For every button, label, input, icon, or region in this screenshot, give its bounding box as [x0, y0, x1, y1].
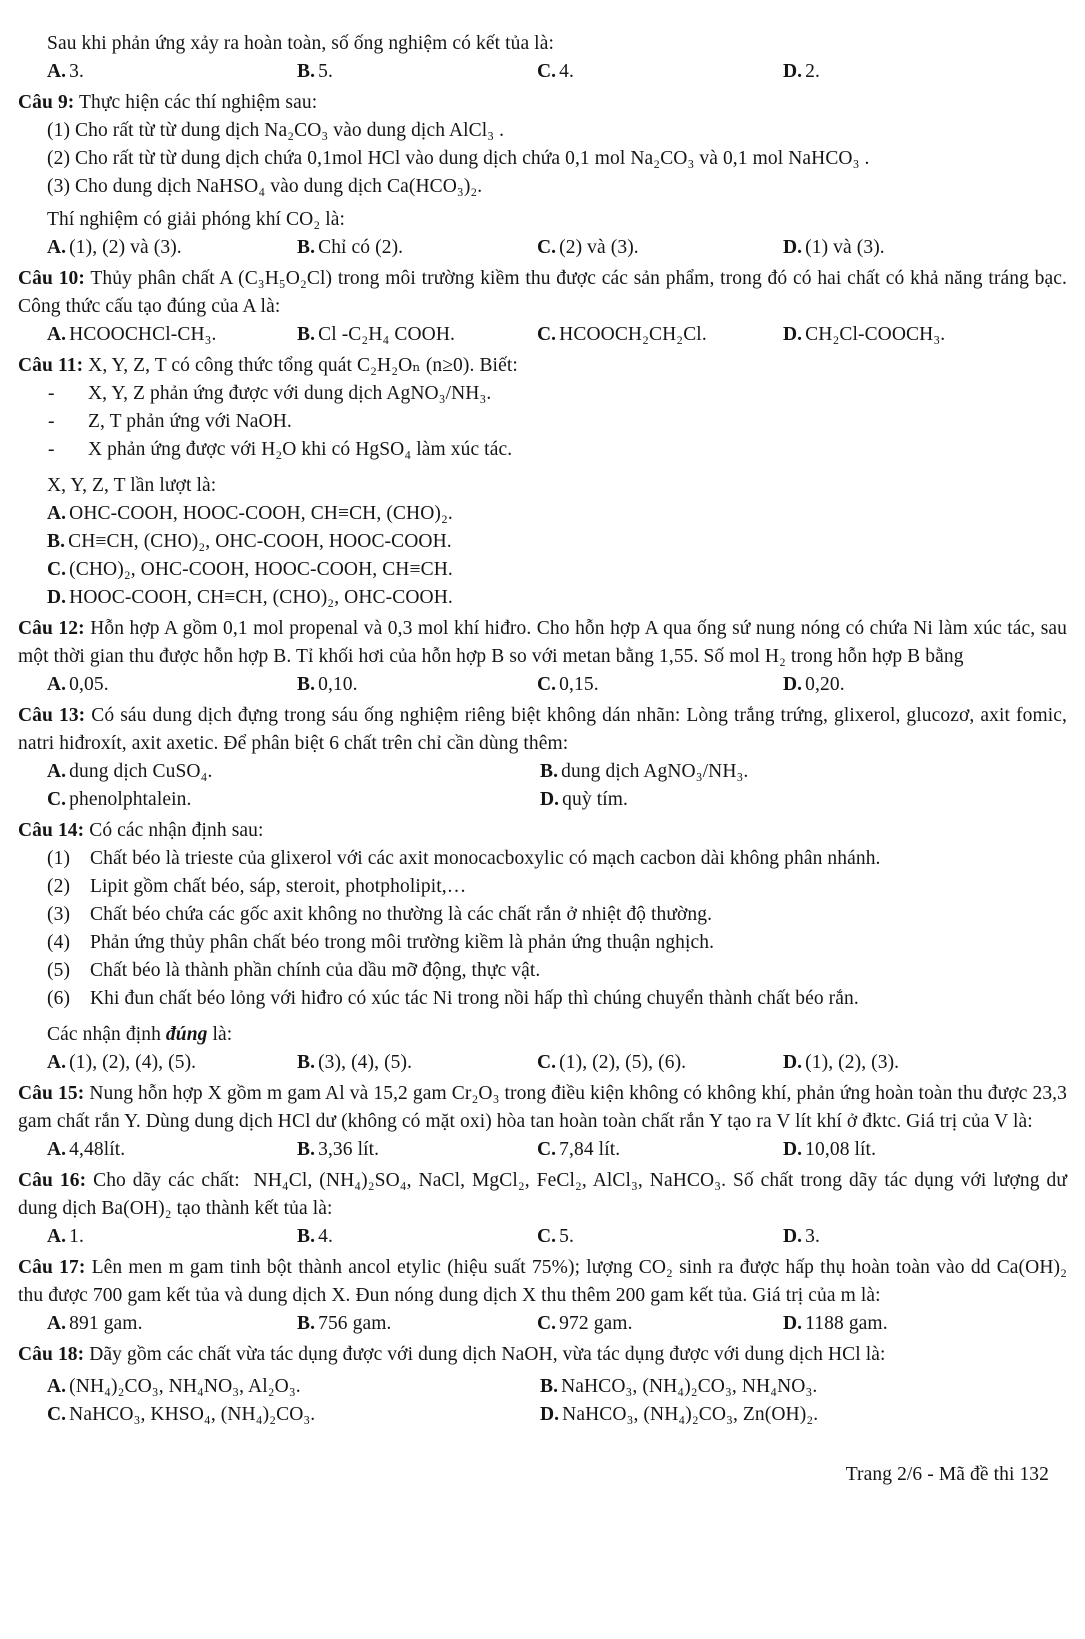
option-text: 3.	[69, 61, 84, 82]
option-text: phenolphtalein.	[69, 789, 192, 810]
option-c	[537, 1049, 783, 1077]
option-letter: D.	[783, 1052, 803, 1073]
option-text: (1) và (3).	[805, 237, 885, 258]
option-d	[783, 671, 1067, 699]
option-text: (CHO)₂, OHC-COOH, HOOC-COOH, CH≡CH.	[69, 559, 453, 580]
option-text: HOOC-COOH, CH≡CH, (CHO)₂, OHC-COOH.	[69, 587, 453, 608]
question-text: X, Y, Z, T có công thức tổng quát C₂H₂Oₙ (n≥0). Biết:	[83, 355, 518, 376]
option-letter: A.	[47, 1139, 67, 1160]
option-letter: D.	[783, 1226, 803, 1247]
question-label: Câu 17:	[18, 1257, 86, 1278]
option-text: OHC-COOH, HOOC-COOH, CH≡CH, (CHO)₂.	[69, 503, 453, 524]
question-label: Câu 15:	[18, 1083, 85, 1104]
option-text: 0,15.	[559, 674, 599, 695]
option-letter: C.	[47, 559, 67, 580]
option-text: 4,48lít.	[69, 1139, 126, 1160]
option-a	[47, 758, 540, 786]
option-b	[297, 671, 537, 699]
statement-text: Khi đun chất béo lỏng với hiđro có xúc tác Ni trong nồi hấp thì chúng chuyển thành chất béo rắn.	[90, 988, 859, 1009]
question-13	[18, 702, 1067, 814]
option-d	[783, 1049, 1067, 1077]
option-d	[540, 786, 1067, 814]
option-letter: D.	[783, 1313, 803, 1334]
statement-item	[47, 929, 1067, 957]
option-b	[297, 234, 537, 262]
question-stem	[18, 89, 1067, 117]
option-text: 5.	[318, 61, 333, 82]
option-text: HCOOCHCl-CH₃.	[69, 324, 217, 345]
option-text: dung dịch AgNO₃/NH₃.	[561, 761, 749, 782]
answer-options	[47, 58, 1067, 86]
option-letter: C.	[537, 1139, 557, 1160]
option-b	[297, 321, 537, 349]
answer-options	[47, 1136, 1067, 1164]
option-c	[47, 556, 1067, 584]
option-a	[47, 1049, 297, 1077]
option-letter: B.	[540, 761, 559, 782]
dash-bullet: -	[48, 439, 55, 460]
option-letter: A.	[47, 1226, 67, 1247]
option-text: 0,05.	[69, 674, 109, 695]
option-a	[47, 1136, 297, 1164]
option-text: (NH₄)₂CO₃, NH₄NO₃, Al₂O₃.	[69, 1376, 301, 1397]
question-text: Lên men m gam tinh bột thành ancol etylic (hiệu suất 75%); lượng CO₂ sinh ra được hấp thụ hoàn toàn vào dd Ca(OH)₂ thu được 700 gam kết tủa và dung dịch X. Đun nóng dung dịch X thu thêm 200 gam kết tủa. Giá trị của m là:	[18, 1257, 1067, 1306]
option-text: HCOOCH₂CH₂Cl.	[559, 324, 707, 345]
option-letter: B.	[297, 1139, 316, 1160]
question-9	[18, 89, 1067, 262]
question-12	[18, 615, 1067, 699]
question-text: Thủy phân chất A (C₃H₅O₂Cl) trong môi trường kiềm thu được các sản phẩm, trong đó có hai chất có khả năng tráng bạc. Công thức cấu tạo đúng của A là:	[18, 268, 1067, 317]
condition-text: Z, T phản ứng với NaOH.	[88, 411, 292, 432]
option-a	[47, 58, 297, 86]
option-letter: A.	[47, 1376, 67, 1397]
option-c	[47, 1401, 540, 1429]
option-text: NaHCO₃, KHSO₄, (NH₄)₂CO₃.	[69, 1404, 316, 1425]
option-letter: B.	[47, 531, 66, 552]
dash-bullet: -	[48, 383, 55, 404]
option-letter: B.	[297, 61, 316, 82]
answer-options	[47, 321, 1067, 349]
option-text: CH₂Cl-COOCH₃.	[805, 324, 946, 345]
option-text: Chỉ có (2).	[318, 237, 404, 258]
question-stem	[18, 1341, 1067, 1369]
option-text: CH≡CH, (CHO)₂, OHC-COOH, HOOC-COOH.	[68, 531, 452, 552]
statement-item	[47, 985, 1067, 1013]
option-letter: A.	[47, 674, 67, 695]
question-lead: X, Y, Z, T lần lượt là:	[47, 475, 217, 496]
dash-bullet: -	[48, 411, 55, 432]
question-stem	[18, 702, 1067, 758]
question-stem	[18, 1254, 1067, 1310]
experiment-item: (1) Cho rất từ từ dung dịch Na₂CO₃ vào dung dịch AlCl₃ .	[47, 120, 505, 141]
option-letter: D.	[540, 1404, 560, 1425]
option-c	[537, 1310, 783, 1338]
question-text: Thực hiện các thí nghiệm sau:	[74, 92, 318, 113]
option-text: (3), (4), (5).	[318, 1052, 413, 1073]
option-text: NaHCO₃, (NH₄)₂CO₃, NH₄NO₃.	[561, 1376, 818, 1397]
option-text: 7,84 lít.	[559, 1139, 621, 1160]
answer-options	[47, 1373, 1067, 1429]
option-b	[297, 1136, 537, 1164]
option-text: 972 gam.	[559, 1313, 633, 1334]
option-text: 4.	[318, 1226, 333, 1247]
question-label: Câu 16:	[18, 1170, 87, 1191]
option-text: 3.	[805, 1226, 820, 1247]
option-letter: D.	[783, 324, 803, 345]
question-10	[18, 265, 1067, 349]
option-letter: D.	[540, 789, 560, 810]
option-text: (1), (2), (4), (5).	[69, 1052, 197, 1073]
option-text: 4.	[559, 61, 574, 82]
option-text: 0,10.	[318, 674, 358, 695]
question-text: Dãy gồm các chất vừa tác dụng được với dung dịch NaOH, vừa tác dụng được với dung dịch HCl là:	[84, 1344, 886, 1365]
option-c	[537, 1223, 783, 1251]
option-letter: B.	[297, 1226, 316, 1247]
option-a	[47, 1373, 540, 1401]
option-letter: D.	[783, 237, 803, 258]
option-text: (1), (2), (3).	[805, 1052, 900, 1073]
question-stem	[18, 1080, 1067, 1136]
option-text: dung dịch CuSO₄.	[69, 761, 213, 782]
answer-options	[47, 758, 1067, 814]
option-letter: A.	[47, 237, 67, 258]
option-d	[783, 1136, 1067, 1164]
option-a	[47, 1310, 297, 1338]
option-text: (1), (2), (5), (6).	[559, 1052, 687, 1073]
option-letter: C.	[537, 237, 557, 258]
question-lead: Sau khi phản ứng xảy ra hoàn toàn, số ống nghiệm có kết tủa là:	[47, 33, 554, 54]
option-d	[783, 234, 1067, 262]
option-letter: A.	[47, 503, 67, 524]
option-text: 2.	[805, 61, 820, 82]
option-text: 3,36 lít.	[318, 1139, 380, 1160]
option-b	[297, 1049, 537, 1077]
option-c	[537, 58, 783, 86]
statement-item	[47, 957, 1067, 985]
statement-number: (1)	[47, 848, 71, 869]
option-text: quỳ tím.	[562, 789, 628, 810]
answer-options	[47, 671, 1067, 699]
condition-text: X phản ứng được với H₂O khi có HgSO₄ làm xúc tác.	[88, 439, 513, 460]
option-b	[47, 528, 1067, 556]
option-c	[537, 671, 783, 699]
experiment-item: (2) Cho rất từ từ dung dịch chứa 0,1mol HCl vào dung dịch chứa 0,1 mol Na₂CO₃ và 0,1 mol NaHCO₃ .	[47, 148, 870, 169]
question-text: Nung hỗn hợp X gồm m gam Al và 15,2 gam Cr₂O₃ trong điều kiện không có không khí, phản ứng hoàn toàn thu được 23,3 gam chất rắn Y. Dùng dung dịch HCl dư (không có mặt oxi) hòa tan hoàn toàn chất rắn Y tạo ra V lít khí ở đktc. Giá trị của V là:	[18, 1083, 1068, 1132]
option-letter: C.	[537, 1052, 557, 1073]
option-letter: D.	[783, 674, 803, 695]
condition-item	[48, 380, 1067, 408]
option-a	[47, 321, 297, 349]
lead-text: Các nhận định	[47, 1024, 166, 1045]
page-footer: Trang 2/6 - Mã đề thi 132	[845, 1464, 1049, 1485]
option-letter: A.	[47, 1313, 67, 1334]
question-lead	[47, 1021, 1067, 1049]
option-text: 756 gam.	[318, 1313, 392, 1334]
statement-number: (2)	[47, 876, 71, 897]
option-text: 1188 gam.	[805, 1313, 888, 1334]
option-letter: B.	[297, 1313, 316, 1334]
option-c	[537, 321, 783, 349]
option-letter: C.	[537, 674, 557, 695]
option-a	[47, 671, 297, 699]
answer-options	[47, 1049, 1067, 1077]
lead-emphasis: đúng	[165, 1024, 208, 1045]
question-stem	[18, 615, 1067, 671]
option-letter: D.	[783, 61, 803, 82]
option-letter: C.	[47, 789, 67, 810]
question-label: Câu 14:	[18, 820, 85, 841]
question-text: Có các nhận định sau:	[84, 820, 264, 841]
option-letter: A.	[47, 324, 67, 345]
option-text: Cl -C₂H₄ COOH.	[318, 324, 455, 345]
option-letter: C.	[537, 1226, 557, 1247]
question-8-tail	[18, 30, 1067, 86]
question-label: Câu 10:	[18, 268, 86, 289]
option-letter: B.	[297, 237, 316, 258]
statement-item	[47, 901, 1067, 929]
option-c	[47, 786, 540, 814]
option-b	[297, 58, 537, 86]
answer-options	[47, 1310, 1067, 1338]
lead-text: là:	[207, 1024, 233, 1045]
option-letter: C.	[47, 1404, 67, 1425]
option-letter: A.	[47, 761, 67, 782]
condition-text: X, Y, Z phản ứng được với dung dịch AgNO₃/NH₃.	[88, 383, 492, 404]
question-text: Hỗn hợp A gồm 0,1 mol propenal và 0,3 mol khí hiđro. Cho hỗn hợp A qua ống sứ nung nóng có chứa Ni làm xúc tác, sau một thời gian thu được hỗn hợp B. Tỉ khối hơi của hỗn hợp B so với metan bằng 1,55. Số mol H₂ trong hỗn hợp B bằng	[18, 618, 1067, 667]
option-d	[540, 1401, 1067, 1429]
condition-item	[48, 436, 1067, 464]
answer-options	[47, 234, 1067, 262]
question-18	[18, 1341, 1067, 1429]
option-letter: B.	[297, 324, 316, 345]
option-text: 1.	[69, 1226, 84, 1247]
statement-text: Chất béo chứa các gốc axit không no thường là các chất rắn ở nhiệt độ thường.	[90, 904, 713, 925]
option-d	[783, 1310, 1067, 1338]
statement-text: Lipit gồm chất béo, sáp, steroit, photpholipit,…	[90, 876, 467, 897]
question-lead: Thí nghiệm có giải phóng khí CO₂ là:	[47, 209, 345, 230]
question-label: Câu 13:	[18, 705, 86, 726]
option-text: 10,08 lít.	[805, 1139, 877, 1160]
option-c	[537, 1136, 783, 1164]
option-letter: A.	[47, 61, 67, 82]
option-letter: B.	[540, 1376, 559, 1397]
option-c	[537, 234, 783, 262]
question-17	[18, 1254, 1067, 1338]
option-a	[47, 1223, 297, 1251]
statement-text: Phản ứng thủy phân chất béo trong môi trường kiềm là phản ứng thuận nghịch.	[90, 932, 715, 953]
option-d	[783, 1223, 1067, 1251]
question-15	[18, 1080, 1067, 1164]
question-label: Câu 12:	[18, 618, 85, 639]
option-b	[540, 1373, 1067, 1401]
statement-number: (6)	[47, 988, 71, 1009]
option-d	[783, 58, 1067, 86]
question-label: Câu 11:	[18, 355, 84, 376]
option-text: 891 gam.	[69, 1313, 143, 1334]
option-text: (2) và (3).	[559, 237, 639, 258]
option-text: 0,20.	[805, 674, 845, 695]
statement-text: Chất béo là thành phần chính của dầu mỡ động, thực vật.	[90, 960, 541, 981]
option-d	[783, 321, 1067, 349]
statement-item	[47, 845, 1067, 873]
option-a	[47, 500, 1067, 528]
option-letter: D.	[47, 587, 67, 608]
question-text: Có sáu dung dịch đựng trong sáu ống nghiệm riêng biệt không dán nhãn: Lòng trắng trứng, glixerol, glucozơ, axit fomic, natri hiđroxít, axit axetic. Để phân biệt 6 chất trên chỉ cần dùng thêm:	[18, 705, 1067, 754]
option-d	[47, 584, 1067, 612]
option-b	[297, 1310, 537, 1338]
option-text: (1), (2) và (3).	[69, 237, 182, 258]
option-letter: C.	[537, 324, 557, 345]
option-text: 5.	[559, 1226, 574, 1247]
experiment-item: (3) Cho dung dịch NaHSO₄ vào dung dịch Ca(HCO₃)₂.	[47, 176, 483, 197]
option-letter: D.	[783, 1139, 803, 1160]
question-stem	[18, 817, 1067, 845]
question-stem	[18, 265, 1067, 321]
option-b	[540, 758, 1067, 786]
option-b	[297, 1223, 537, 1251]
statement-text: Chất béo là trieste của glixerol với các axit monocacboxylic có mạch cacbon dài không phân nhánh.	[90, 848, 881, 869]
option-text: NaHCO₃, (NH₄)₂CO₃, Zn(OH)₂.	[562, 1404, 819, 1425]
question-label: Câu 9:	[18, 92, 75, 113]
option-letter: A.	[47, 1052, 67, 1073]
statement-number: (4)	[47, 932, 71, 953]
option-letter: C.	[537, 61, 557, 82]
question-stem	[18, 352, 1067, 380]
question-11	[18, 352, 1067, 612]
statement-number: (3)	[47, 904, 71, 925]
condition-item	[48, 408, 1067, 436]
question-14	[18, 817, 1067, 1077]
question-stem	[18, 1167, 1067, 1223]
option-letter: B.	[297, 674, 316, 695]
option-letter: C.	[537, 1313, 557, 1334]
question-16	[18, 1167, 1067, 1251]
statement-number: (5)	[47, 960, 71, 981]
statement-item	[47, 873, 1067, 901]
option-letter: B.	[297, 1052, 316, 1073]
question-text: Cho dãy các chất: NH₄Cl, (NH₄)₂SO₄, NaCl, MgCl₂, FeCl₂, AlCl₃, NaHCO₃. Số chất trong dãy tác dụng với lượng dư dung dịch Ba(OH)₂ tạo thành kết tủa là:	[18, 1170, 1068, 1219]
question-label: Câu 18:	[18, 1344, 85, 1365]
option-a	[47, 234, 297, 262]
answer-options	[47, 1223, 1067, 1251]
